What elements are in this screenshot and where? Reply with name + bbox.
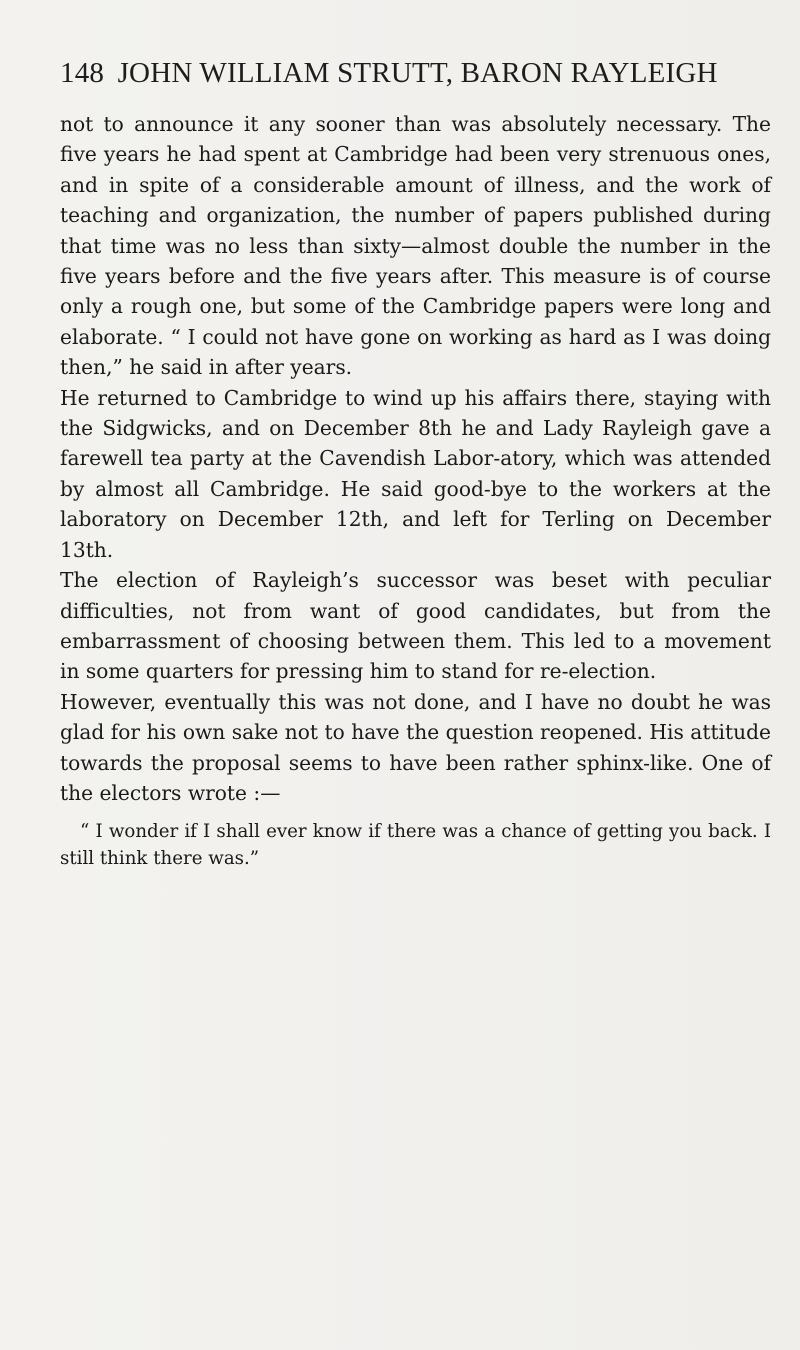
page-number: 148 — [60, 57, 105, 89]
running-title: JOHN WILLIAM STRUTT, BARON RAYLEIGH — [117, 57, 718, 89]
paragraph: The election of Rayleigh’s successor was beset with peculiar difficulties, not from want of good candidates, but from the embarrassment of choosing between them. This led to a movement in some quarters for pressing him to stand for re-election. — [60, 568, 771, 684]
paragraph: However, eventually this was not done, and I have no doubt he was glad for his own sake not to have the question reopened. His attitude towards the proposal seems to have been rather sphinx-like. One of the electors wrote :— — [60, 689, 771, 805]
paragraph: not to announce it any sooner than was absolutely necessary. The five years he had spent at Cambridge had been very strenuous ones, and in spite of a considerable amount of illness, and the work of teaching and organization, the number of papers published during that time was no less than sixty—almost double the number in the five years before and the five years after. This measure is of course only a rough one, but some of the Cambridge papers were long and elaborate. “ I could not have gone on working as hard as I was doing then,” he said in after years. — [60, 112, 771, 380]
paragraph: He returned to Cambridge to wind up his affairs there, staying with the Sidgwicks, and on December 8th he and Lady Rayleigh gave a farewell tea party at the Cavendish Labor-atory, which was attended by almost all Cambridge. He said good-bye to the workers at the laboratory on December 12th, and left for Terling on December 13th. — [60, 385, 771, 562]
block-quote: “ I wonder if I shall ever know if there was a chance of getting you back. I still think there was.” — [60, 821, 771, 870]
body-text — [60, 109, 771, 872]
running-header — [60, 57, 740, 90]
